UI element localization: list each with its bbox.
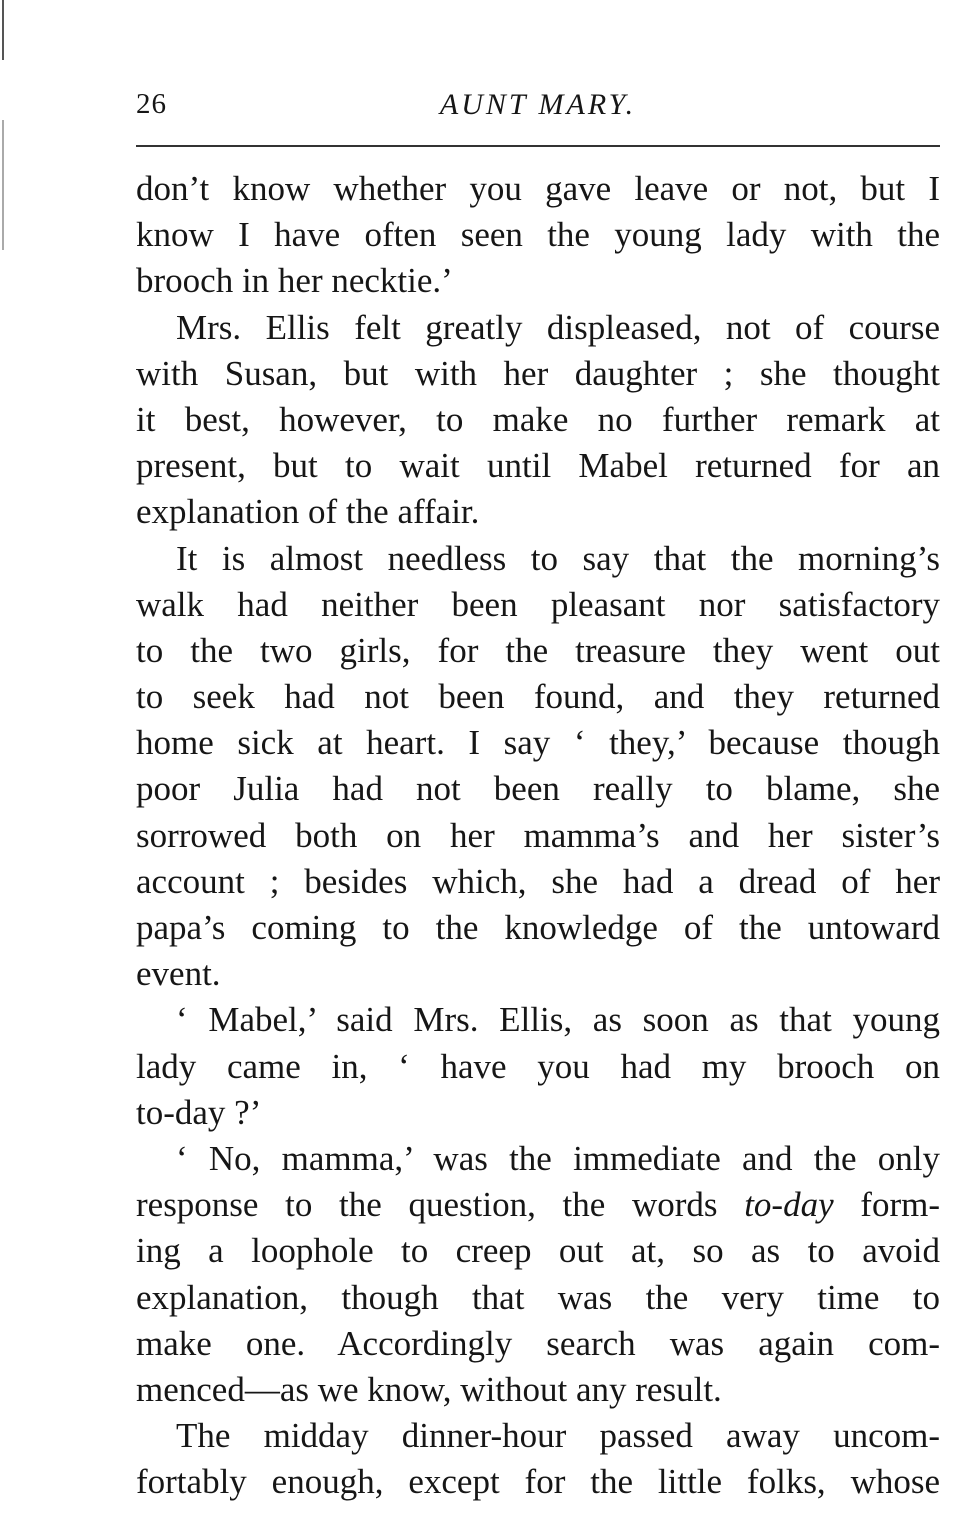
page-number: 26 xyxy=(136,88,167,120)
text-line: explanation, though that was the very time to xyxy=(136,1277,940,1317)
header-rule xyxy=(136,145,940,147)
text-line: home sick at heart. I say ‘ they,’ because though xyxy=(136,723,940,763)
text-line: make one. Accordingly search was again com- xyxy=(136,1323,940,1363)
text-line: ‘ Mabel,’ said Mrs. Ellis, as soon as that young xyxy=(176,1000,940,1040)
scan-edge-mark xyxy=(2,0,4,60)
text-line: poor Julia had not been really to blame, she xyxy=(136,769,940,809)
text-segment: response to the question, the words xyxy=(136,1185,745,1225)
scan-edge-mark xyxy=(2,120,4,250)
text-line: with Susan, but with her daughter ; she thought xyxy=(136,353,940,393)
text-line: ‘ No, mamma,’ was the immediate and the only xyxy=(176,1138,940,1178)
text-line: it best, however, to make no further remark at xyxy=(136,399,940,439)
text-line: walk had neither been pleasant nor satisfactory xyxy=(136,584,940,624)
text-line: event. xyxy=(136,954,221,994)
page-header xyxy=(136,88,940,132)
text-line: lady came in, ‘ have you had my brooch on xyxy=(136,1046,940,1086)
text-line: The midday dinner-hour passed away uncom- xyxy=(176,1416,940,1456)
text-line: brooch in her necktie.’ xyxy=(136,261,453,301)
text-line: to seek had not been found, and they returned xyxy=(136,677,940,717)
italic-word: to-day xyxy=(744,1185,834,1225)
text-line: fortably enough, except for the little folks, whose xyxy=(136,1462,940,1502)
paragraph xyxy=(136,1136,940,1413)
paragraph xyxy=(136,166,940,305)
text-line xyxy=(136,1182,940,1228)
body-text xyxy=(136,166,940,1505)
text-line: to the two girls, for the treasure they went out xyxy=(136,630,940,670)
paragraph xyxy=(136,1413,940,1505)
paragraph xyxy=(136,305,940,536)
text-line: It is almost needless to say that the morning’s xyxy=(176,538,940,578)
text-line: papa’s coming to the knowledge of the untoward xyxy=(136,908,940,947)
paragraph xyxy=(136,536,940,998)
running-title: AUNT MARY. xyxy=(439,88,637,121)
text-line: Mrs. Ellis felt greatly displeased, not of course xyxy=(176,307,940,347)
text-line: sorrowed both on her mamma’s and her sister’s xyxy=(136,815,940,855)
text-line: don’t know whether you gave leave or not, but I xyxy=(136,169,940,208)
text-line: menced—as we know, without any result. xyxy=(136,1369,722,1409)
text-line: account ; besides which, she had a dread of her xyxy=(136,861,940,901)
text-line: to-day ?’ xyxy=(136,1092,262,1132)
text-line: ing a loophole to creep out at, so as to avoid xyxy=(136,1231,940,1271)
paragraph xyxy=(136,997,940,1136)
text-segment: form- xyxy=(833,1185,940,1225)
text-line: explanation of the affair. xyxy=(136,492,480,532)
text-line: present, but to wait until Mabel returned for an xyxy=(136,446,940,486)
text-line: know I have often seen the young lady with the xyxy=(136,215,940,255)
